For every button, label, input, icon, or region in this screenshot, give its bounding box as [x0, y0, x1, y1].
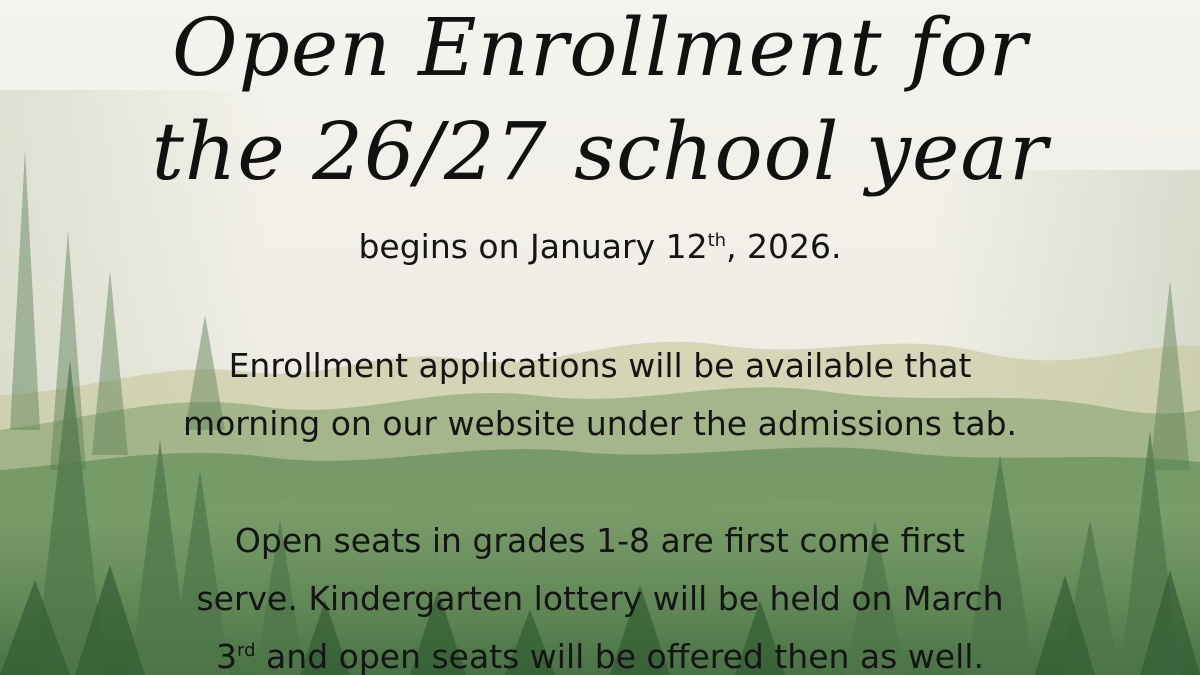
march-day: 3	[216, 637, 238, 675]
seats-line-3-text: and open seats will be offered then as well.	[255, 637, 984, 675]
applications-line-2: morning on our website under the admissions tab.	[182, 404, 1018, 443]
start-date-year: , 2026.	[726, 227, 842, 266]
march-ordinal: rd	[237, 640, 256, 661]
headline-line-2: the 26/27 school year	[151, 105, 1049, 198]
date-ordinal: th	[707, 230, 727, 251]
headline-line-1: Open Enrollment for	[172, 1, 1028, 94]
seats-line-1: Open seats in grades 1-8 are first come first	[234, 521, 966, 560]
seats-line-2: serve. Kindergarten lottery will be held on March	[196, 579, 1004, 618]
applications-line-1: Enrollment applications will be available that	[228, 346, 972, 385]
seats-line-3	[0, 637, 1200, 675]
start-date-text: begins on January 12	[358, 227, 708, 266]
start-date-line	[0, 227, 1200, 267]
